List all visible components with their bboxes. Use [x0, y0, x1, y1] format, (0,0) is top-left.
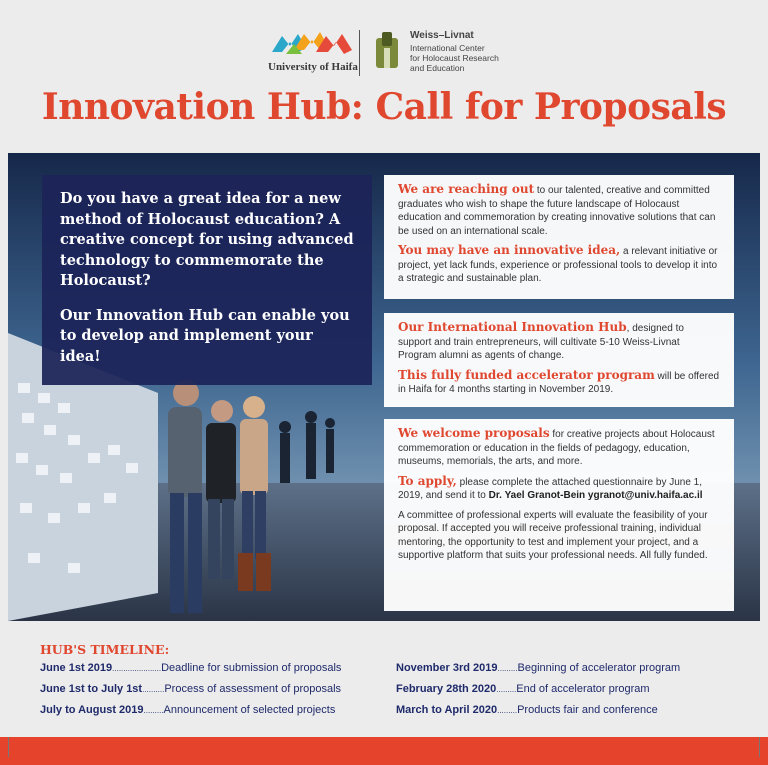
- body-text: , designed to support and train entrepreneurs, will cultivate 5-10 Weiss-Livnat Program alumni as agents of change.: [398, 323, 684, 361]
- wl-sub-line: for Holocaust Research: [410, 53, 499, 63]
- highlight-text: You may have an innovative idea,: [398, 243, 621, 257]
- committee-paragraph: A committee of professional experts will evaluate the feasibility of your proposal. If accepted you will receive professional training, individual mentoring, the opportunity to test and implement your project, and a supportive platform that suits your professional needs. All fully funded.: [398, 509, 708, 561]
- body-text: to our talented, creative and committed graduates who wish to shape the future landscape of Holocaust education and commemoration by creating innovative solutions that can be used on an international scale.: [398, 185, 716, 237]
- uh-logo-text: University of Haifa: [268, 61, 358, 73]
- highlight-text: We welcome proposals: [398, 426, 550, 440]
- body-text: a relevant initiative or project, yet lack funds, experience or professional tools to develop it into a strategic and sustainable plan.: [398, 246, 718, 284]
- program-paragraph: [398, 369, 720, 397]
- body-text: will be offered in Haifa for 4 months starting in November 2019.: [398, 370, 720, 395]
- workshop-photo: [8, 153, 760, 621]
- proposals-box: [384, 419, 734, 611]
- haifa-logo-icon: [272, 30, 352, 58]
- innovation-hub-box: [384, 313, 734, 407]
- intro-box: [42, 175, 372, 385]
- timeline-row: [396, 662, 726, 683]
- timeline-left-column: [40, 662, 370, 725]
- university-of-haifa-logo: [268, 30, 358, 80]
- timeline-event: Products fair and conference: [517, 704, 658, 716]
- timeline-dots: .........: [143, 706, 164, 715]
- timeline-event: Deadline for submission of proposals: [161, 662, 342, 674]
- timeline-dots: .........: [497, 664, 518, 673]
- logo-header: [0, 24, 768, 80]
- timeline-date: July to August 2019: [40, 704, 144, 716]
- wl-title: Weiss–Livnat: [410, 30, 474, 41]
- wl-sub-line: and Education: [410, 63, 465, 73]
- timeline-date: March to April 2020: [396, 704, 498, 716]
- contact-email[interactable]: Dr. Yael Granot-Bein ygranot@univ.haifa.ac.il: [488, 490, 703, 501]
- apply-paragraph: [398, 475, 720, 503]
- crop-mark: [759, 737, 760, 757]
- timeline-heading: HUB'S TIMELINE:: [40, 642, 170, 657]
- timeline-dots: ......................: [112, 664, 162, 673]
- timeline-row: [40, 683, 370, 704]
- timeline-event: End of accelerator program: [516, 683, 650, 695]
- wl-subtitle: [410, 43, 530, 73]
- highlight-text: Our International Innovation Hub: [398, 320, 627, 334]
- timeline-date: June 1st to July 1st: [40, 683, 143, 695]
- timeline-dots: ..........: [142, 685, 165, 694]
- hub-paragraph: [398, 321, 720, 363]
- outreach-box: [384, 175, 734, 299]
- timeline-date: February 28th 2020: [396, 683, 497, 695]
- timeline-dots: .........: [497, 706, 518, 715]
- highlight-text: To apply,: [398, 473, 457, 488]
- timeline-dots: .........: [496, 685, 517, 694]
- timeline-event: Announcement of selected projects: [163, 704, 336, 716]
- highlight-text: This fully funded accelerator program: [398, 367, 655, 382]
- timeline-row: [40, 662, 370, 683]
- logo-divider: [359, 30, 360, 76]
- idea-paragraph: [398, 244, 720, 286]
- timeline-event: Beginning of accelerator program: [517, 662, 681, 674]
- intro-answer: Our Innovation Hub can enable you to develop and implement your idea!: [60, 306, 350, 365]
- weiss-livnat-logo: [370, 26, 530, 80]
- body-text: for creative projects about Holocaust commemoration or education in the fields of pedagogy, education, museums, memorials, the arts, and more.: [398, 429, 715, 467]
- timeline-row: [396, 683, 726, 704]
- page-title: Innovation Hub: Call for Proposals: [41, 86, 727, 128]
- timeline-date: November 3rd 2019: [396, 662, 498, 674]
- body-text: please complete the attached questionnaire by June 1, 2019, and send it to: [398, 476, 703, 501]
- outreach-paragraph: [398, 183, 720, 238]
- timeline-date: June 1st 2019: [40, 662, 113, 674]
- timeline-row: [396, 704, 726, 725]
- highlight-text: We are reaching out: [398, 182, 535, 196]
- weiss-livnat-emblem-icon: [370, 28, 404, 72]
- crop-mark: [8, 737, 9, 757]
- timeline-right-column: [396, 662, 726, 725]
- welcome-paragraph: [398, 427, 720, 469]
- timeline-row: [40, 704, 370, 725]
- footer-red-bar: [0, 737, 768, 765]
- wl-sub-line: International Center: [410, 43, 485, 53]
- intro-question: Do you have a great idea for a new method of Holocaust education? A creative concept for using advanced technology to commemorate the Holocaust?: [60, 190, 354, 289]
- timeline-event: Process of assessment of proposals: [164, 683, 342, 695]
